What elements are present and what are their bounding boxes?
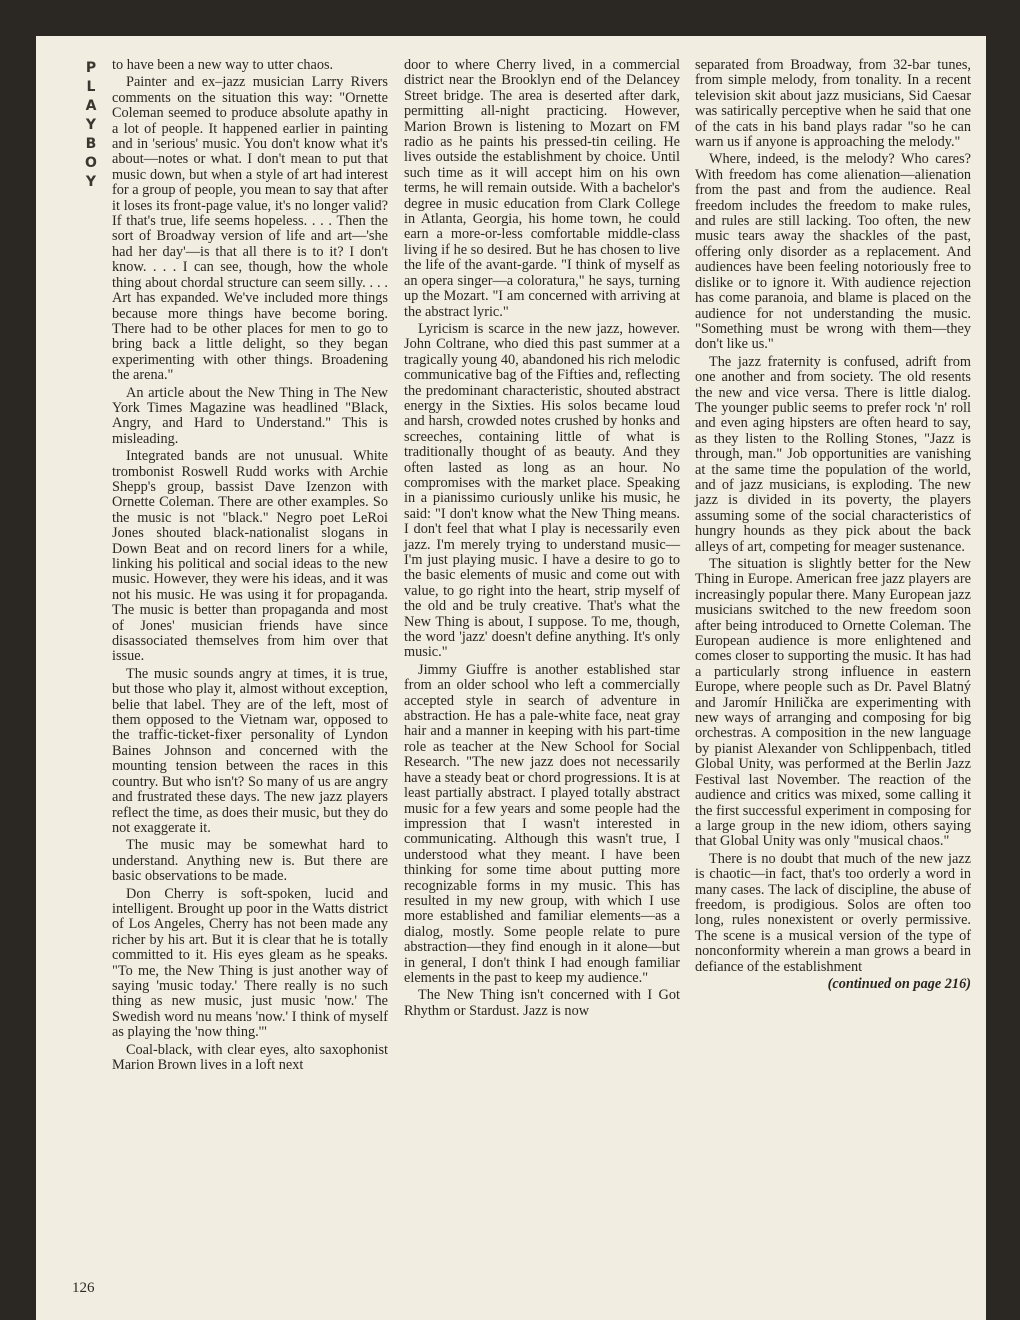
article-paragraph: The jazz fraternity is confused, adrift from one another and from society. The old resents the new and vice versa. There is little dialog. The younger public seems to prefer rock 'n' roll and even aging hipsters are often heard to say, as they listen to the Rolling Stones, "Jazz is through, man." Job opportunities are vanishing at the same time the population of the world, and of jazz musicians, is exploding. The new jazz is divided in its poverty, the players assuming some of the social characteristics of hungry hounds as they pick about the back alleys of art, competing for meager sustenance. bbox=[695, 353, 971, 555]
article-paragraph: An article about the New Thing in The New York Times Magazine was headlined "Black, Angry, and Hard to Understand." This is misleading. bbox=[112, 384, 388, 447]
column-1 bbox=[112, 58, 388, 1075]
article-paragraph: Integrated bands are not unusual. White trombonist Roswell Rudd works with Archie Shepp's group, bassist Dave Izenzon with Ornette Coleman. There are other examples. So the music is not "black." Negro poet LeRoi Jones shouted black-nationalist slogans in Down Beat and on record liners for a while, linking his political and social ideas to the new music. However, they were his ideas, and it was not his music. He was using it for propaganda. The music is better than propaganda and most of Jones' musician friends have since disassociated themselves from him over that issue. bbox=[112, 448, 388, 665]
article-paragraph: Painter and ex–jazz musician Larry Rivers comments on the situation this way: "Ornette Coleman seemed to produce absolute apathy in a lot of people. It happened earlier in painting and in 'serious' music. You don't know what it's about—notes or what. I don't mean to put that music down, but when a style of art had interest for a group of people, you mean to say that after it loses its front-page value, it's no longer valid? If that's true, life seems hopeless. . . . Then the sort of Broadway version of life and art—'she had her day'—is that all there is to it? I don't know. . . . I can see, though, how the whole thing about chordal structure can seem silly. . . . Art has expanded. We've included more things because more things have become boring. There had to be other places for men to go to bring back a little delight, so they began experimenting with other things. Broadening the arena." bbox=[112, 74, 388, 384]
article-paragraph: separated from Broadway, from 32-bar tunes, from simple melody, from tonality. In a recent television skit about jazz musicians, Sid Caesar was satirically perceptive when he said that one of the cats in his band plays radar "so he can warn us if anyone is approaching the melody." bbox=[695, 57, 971, 151]
article-paragraph: Where, indeed, is the melody? Who cares? With freedom has come alienation—alienation from the past and from the audience. Real freedom includes the freedom to make rules, and rules are still lacking. Too often, the new music tears away the shackles of the past, offering only disorder as a replacement. And audiences have been feeling notoriously free to dislike or to ignore it. With audience rejection has come paranoia, and blame is placed on the audience for not understanding the music. "Something must be wrong with them—they don't like us." bbox=[695, 151, 971, 353]
article-paragraph: Lyricism is scarce in the new jazz, however. John Coltrane, who died this past summer at a tragically young 40, abandoned his rich melodic communicative bag of the Fifties and, reflecting the predominant characteristic, shouted abstract energy in the Sixties. His solos became loud and harsh, crowded notes crushed by honks and screeches, containing little of what is traditionally thought of as beauty. And they often lasted as long as an hour. No compromises with the market place. Speaking in a pianissimo curiously unlike his music, he said: "I don't know what the New Thing means. I don't feel that what I play is necessarily even jazz. I'm merely trying to understand music—I'm just playing music. I have a desire to go to the basic elements of music and come out with value, to go right into the heart, strip myself of the old and be truly creative. That's what the New Thing is about, I suppose. To me, though, the word 'jazz' doesn't define anything. It's only music." bbox=[404, 320, 680, 661]
article-paragraph: There is no doubt that much of the new jazz is chaotic—in fact, that's too orderly a word in many cases. The lack of discipline, the abuse of freedom, is prodigious. Solos are often too long, rules nonexistent or overly permissive. The scene is a musical version of the type of nonconformity wherein a man grows a beard in defiance of the establishment bbox=[695, 850, 971, 975]
magazine-page bbox=[36, 36, 986, 1320]
masthead-letter: A bbox=[85, 98, 97, 114]
article-paragraph: Coal-black, with clear eyes, alto saxophonist Marion Brown lives in a loft next bbox=[112, 1041, 388, 1073]
article-paragraph: The music may be somewhat hard to understand. Anything new is. But there are basic observations to be made. bbox=[112, 837, 388, 885]
article-paragraph: The situation is slightly better for the New Thing in Europe. American free jazz players are increasingly popular there. Many European jazz musicians switched to the new freedom soon after being introduced to Ornette Coleman. The European audience is more enlightened and comes closer to supporting the music. It has had a particularly strong influence in eastern Europe, where people such as Dr. Pavel Blatný and Jaromír Hnilička are experimenting with new ways of arranging and composing for big orchestras. A composition in the new language by pianist Alexander von Schlippenbach, titled Global Unity, was performed at the Berlin Jazz Festival last November. The reaction of the audience and critics was mixed, some calling it the first successful experiment in composing for a large group in the new idiom, others saying that Global Unity was only "musical chaos." bbox=[695, 556, 971, 850]
masthead-letter: Y bbox=[85, 117, 97, 133]
masthead bbox=[80, 59, 102, 192]
column-2 bbox=[404, 58, 680, 1021]
article-paragraph: Don Cherry is soft-spoken, lucid and intelligent. Brought up poor in the Watts district of Los Angeles, Cherry has not been made any richer by his art. But it is clear that he is totally committed to it. His eyes gleam as he speaks. "To me, the New Thing is just another way of saying 'music today.' There really is no such thing as new music, just music 'now.' The Swedish word nu means 'now.' I think of myself as playing the 'now thing.'" bbox=[112, 885, 388, 1041]
article-paragraph: door to where Cherry lived, in a commercial district near the Brooklyn end of the Delancey Street bridge. The area is deserted after dark, permitting all-night practicing. However, Marion Brown is listening to Mozart on FM radio as he paints his pressed-tin ceiling. He lives outside the establishment by choice. Until such time as it will accept him on his own terms, he will remain outside. With a bachelor's degree in music education from Clark College in Atlanta, Georgia, his home town, he could earn a more-or-less comfortable middle-class living if he so desired. But he has chosen to live the life of the avant-garde. "I think of myself as an opera singer—a coloratura," he says, turning up the Mozart. "I am concerned with arriving at the abstract lyric." bbox=[404, 57, 680, 320]
masthead-letter: Y bbox=[85, 174, 97, 190]
article-paragraph: The music sounds angry at times, it is true, but those who play it, almost without exception, belie that label. They are of the left, most of them opposed to the Vietnam war, opposed to the traffic-ticket-fixer personality of Lyndon Baines Johnson and concerned with the mounting tension between the races in this country. But who isn't? So many of us are angry and frustrated these days. The new jazz players reflect the time, as does their music, but they do not exaggerate it. bbox=[112, 665, 388, 836]
article-paragraph: to have been a new way to utter chaos. bbox=[112, 57, 334, 73]
page-number: 126 bbox=[72, 1280, 95, 1296]
masthead-letter: O bbox=[85, 155, 97, 171]
continued-note: (continued on page 216) bbox=[827, 975, 971, 992]
masthead-letter: P bbox=[85, 60, 97, 76]
masthead-letter: B bbox=[85, 136, 97, 152]
masthead-letter: L bbox=[86, 79, 96, 95]
column-3 bbox=[695, 58, 971, 994]
article-paragraph: The New Thing isn't concerned with I Got Rhythm or Stardust. Jazz is now bbox=[404, 987, 680, 1019]
article-paragraph: Jimmy Giuffre is another established star from an older school who left a commercially accepted style in search of adventure in abstraction. He has a pale-white face, neat gray hair and a manner in keeping with his part-time role as teacher at the New School for Social Research. "The new jazz does not necessarily have a steady beat or chord progressions. It is at least partially abstract. I played totally abstract music for a few years and some people had the impression that I wasn't interested in communicating. Although this wasn't true, I understood what they meant. I have been thinking for some time about putting more recognizable forms in my music. This has resulted in my new group, with which I use more established and familiar elements—as a dialog, mostly. Some people relate to pure abstraction—they find enough in it alone—but in general, I don't think I had enough familiar elements in the past to keep my audience." bbox=[404, 661, 680, 986]
